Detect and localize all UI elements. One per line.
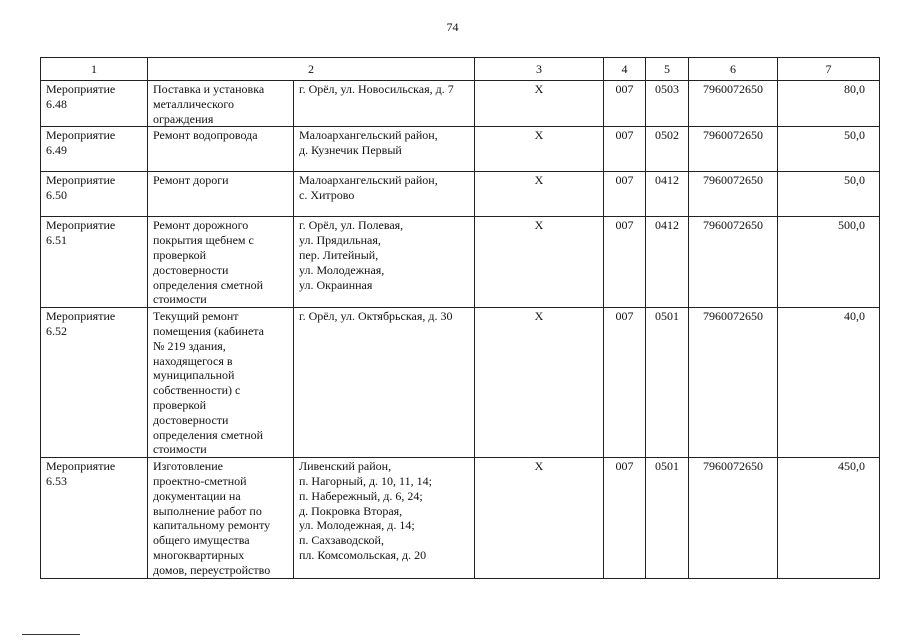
location-cell: г. Орёл, ул. Октябрьская, д. 30 <box>294 308 475 458</box>
table-row <box>41 81 880 127</box>
col6-cell: 7960072650 <box>689 458 778 578</box>
col3-cell: Х <box>475 81 604 127</box>
description-cell: Ремонт водопровода <box>148 127 294 172</box>
description-cell: Ремонт дорожного покрытия щебнем с проверкой достоверности определения сметной стоимости <box>148 217 294 308</box>
col5-cell: 0412 <box>646 172 689 217</box>
table-row <box>41 127 880 172</box>
col3-cell: Х <box>475 308 604 458</box>
measure-cell: Мероприятие 6.51 <box>41 217 148 308</box>
col3-cell: Х <box>475 217 604 308</box>
header-col-5: 5 <box>646 58 689 81</box>
col3-cell: Х <box>475 458 604 578</box>
header-col-6: 6 <box>689 58 778 81</box>
col5-cell: 0502 <box>646 127 689 172</box>
col4-cell: 007 <box>604 81 646 127</box>
header-col-2: 2 <box>148 58 475 81</box>
measure-cell: Мероприятие 6.53 <box>41 458 148 578</box>
measure-cell: Мероприятие 6.49 <box>41 127 148 172</box>
table-row <box>41 308 880 458</box>
location-cell: Малоархангельский район, д. Кузнечик Первый <box>294 127 475 172</box>
measure-cell: Мероприятие 6.52 <box>41 308 148 458</box>
col4-cell: 007 <box>604 308 646 458</box>
table-row <box>41 172 880 217</box>
col7-cell: 50,0 <box>778 127 880 172</box>
col4-cell: 007 <box>604 172 646 217</box>
description-cell: Ремонт дороги <box>148 172 294 217</box>
col5-cell: 0501 <box>646 308 689 458</box>
location-cell: г. Орёл, ул. Полевая, ул. Прядильная, пер. Литейный, ул. Молодежная, ул. Окраинная <box>294 217 475 308</box>
col6-cell: 7960072650 <box>689 217 778 308</box>
table-row <box>41 458 880 578</box>
page-number: 74 <box>446 20 459 34</box>
col7-cell: 500,0 <box>778 217 880 308</box>
col5-cell: 0503 <box>646 81 689 127</box>
col4-cell: 007 <box>604 127 646 172</box>
col3-cell: Х <box>475 127 604 172</box>
col6-cell: 7960072650 <box>689 308 778 458</box>
location-cell: г. Орёл, ул. Новосильская, д. 7 <box>294 81 475 127</box>
col6-cell: 7960072650 <box>689 172 778 217</box>
col5-cell: 0501 <box>646 458 689 578</box>
location-cell: Малоархангельский район, с. Хитрово <box>294 172 475 217</box>
description-cell: Текущий ремонт помещения (кабинета № 219 здания, находящегося в муниципальной собственности) с проверкой достоверности определения сметной стоимости <box>148 308 294 458</box>
header-col-7: 7 <box>778 58 880 81</box>
col6-cell: 7960072650 <box>689 127 778 172</box>
description-cell: Поставка и установка металлического ограждения <box>148 81 294 127</box>
measure-cell: Мероприятие 6.50 <box>41 172 148 217</box>
col7-cell: 40,0 <box>778 308 880 458</box>
measure-cell: Мероприятие 6.48 <box>41 81 148 127</box>
col3-cell: Х <box>475 172 604 217</box>
col4-cell: 007 <box>604 458 646 578</box>
col5-cell: 0412 <box>646 217 689 308</box>
col7-cell: 80,0 <box>778 81 880 127</box>
col4-cell: 007 <box>604 217 646 308</box>
header-row <box>41 58 880 81</box>
col6-cell: 7960072650 <box>689 81 778 127</box>
col7-cell: 450,0 <box>778 458 880 578</box>
footnote-divider <box>22 634 80 635</box>
budget-measures-table <box>40 57 880 579</box>
description-cell: Изготовление проектно-сметной документации на выполнение работ по капитальному ремонту общего имущества многоквартирных домов, переустройство <box>148 458 294 578</box>
header-col-4: 4 <box>604 58 646 81</box>
col7-cell: 50,0 <box>778 172 880 217</box>
table-row <box>41 217 880 308</box>
location-cell: Ливенский район, п. Нагорный, д. 10, 11, 14; п. Набережный, д. 6, 24; д. Покровка Вторая, ул. Молодежная, д. 14; п. Сахзаводской, пл. Комсомольская, д. 20 <box>294 458 475 578</box>
header-col-3: 3 <box>475 58 604 81</box>
header-col-1: 1 <box>41 58 148 81</box>
